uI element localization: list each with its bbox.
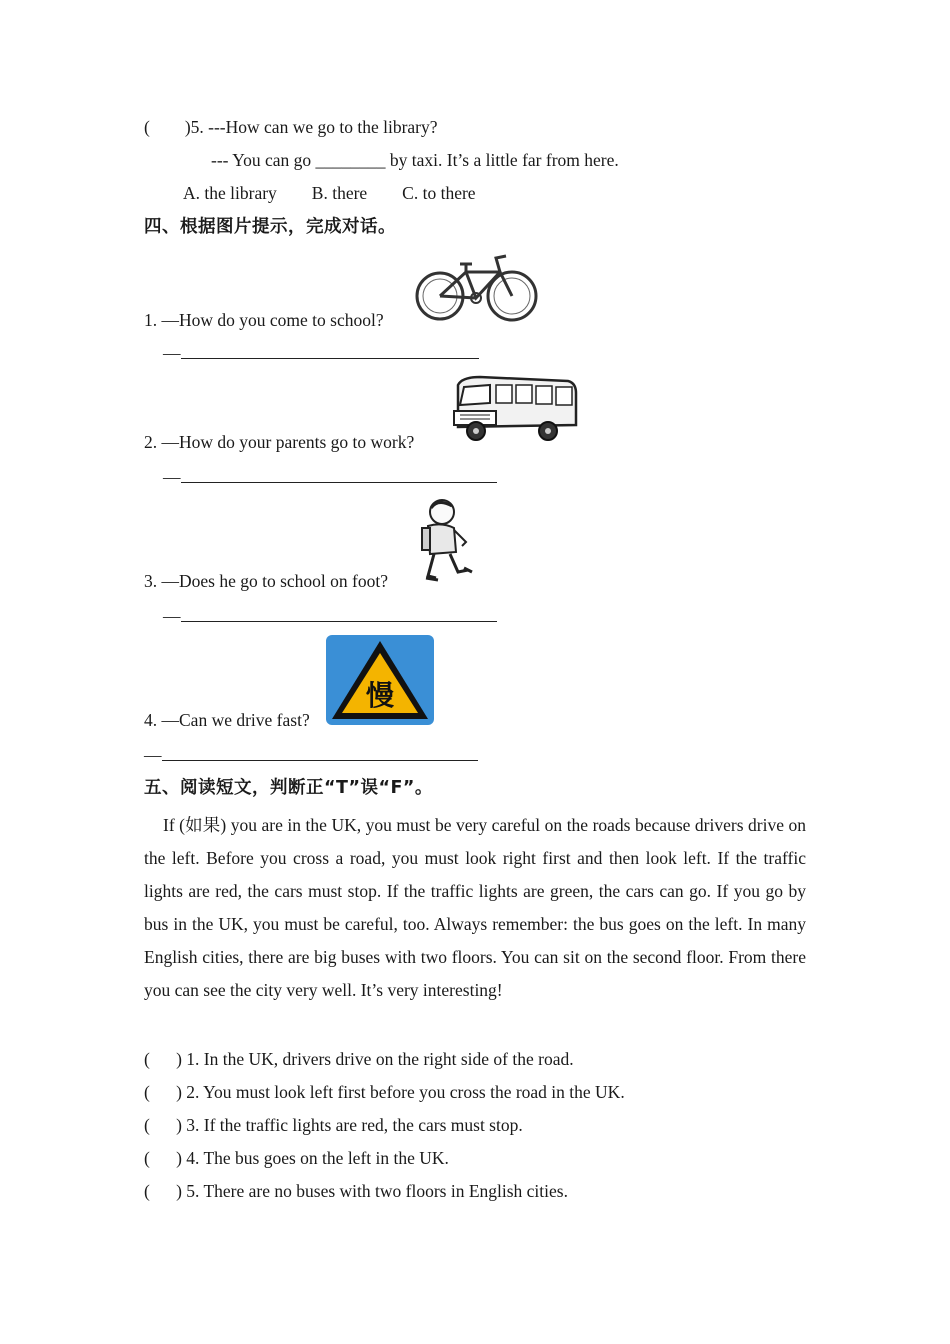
answer-line — [162, 744, 478, 761]
bicycle-picture — [414, 252, 540, 324]
boy-walking-picture — [418, 498, 474, 586]
statement-2: ( ) 2. You must look left first before you cross the road in the UK. — [144, 1082, 625, 1102]
section-4-question-1: 1. —How do you come to school? — [144, 310, 384, 330]
answer-dash: — — [163, 343, 181, 363]
answer-blank-4[interactable] — [144, 744, 478, 766]
reading-passage-text: If (如果) you are in the UK, you must be very careful on the roads because drivers drive on the left. Before you cross a road, you must look right first and then look left. If the traffic lights are red, the cars must stop. If the traffic lights are green, the cars can go. If you go by bus in the UK, you must be careful, too. Always remember: the bus goes on the left. In many English cities, there are big buses with two floors. You can sit on the second floor. From there you can see the city very well. It’s very interesting! — [144, 815, 806, 1000]
mc-question-5: ( )5. ---How can we go to the library? — [144, 117, 438, 137]
statement-5: ( ) 5. There are no buses with two floors in English cities. — [144, 1181, 568, 1201]
answer-dash: — — [163, 606, 181, 626]
answer-dash: — — [144, 745, 162, 765]
answer-line — [181, 605, 497, 622]
section-4-question-2: 2. —How do your parents go to work? — [144, 432, 415, 452]
statement-4: ( ) 4. The bus goes on the left in the UK. — [144, 1148, 449, 1168]
slow-traffic-sign-picture — [326, 635, 434, 725]
section-4-heading: 四、根据图片提示，完成对话。 — [144, 217, 396, 237]
mc-question-5-answer-line: --- You can go ________ by taxi. It’s a little far from here. — [211, 150, 619, 170]
section-4-question-3: 3. —Does he go to school on foot? — [144, 571, 388, 591]
answer-dash: — — [163, 467, 181, 487]
answer-blank-2[interactable] — [163, 466, 497, 488]
statement-3: ( ) 3. If the traffic lights are red, the cars must stop. — [144, 1115, 523, 1135]
section-4-question-4: 4. —Can we drive fast? — [144, 710, 310, 730]
answer-blank-1[interactable] — [163, 342, 479, 364]
mc-question-5-options: A. the library B. there C. to there — [183, 183, 476, 203]
answer-blank-3[interactable] — [163, 605, 497, 627]
reading-passage — [144, 809, 806, 1007]
answer-line — [181, 466, 497, 483]
bus-picture — [450, 375, 578, 443]
answer-line — [181, 342, 479, 359]
statement-1: ( ) 1. In the UK, drivers drive on the right side of the road. — [144, 1049, 574, 1069]
section-5-heading: 五、阅读短文，判断正“T”误“F”。 — [144, 778, 433, 798]
sign-character: 慢 — [365, 679, 395, 712]
